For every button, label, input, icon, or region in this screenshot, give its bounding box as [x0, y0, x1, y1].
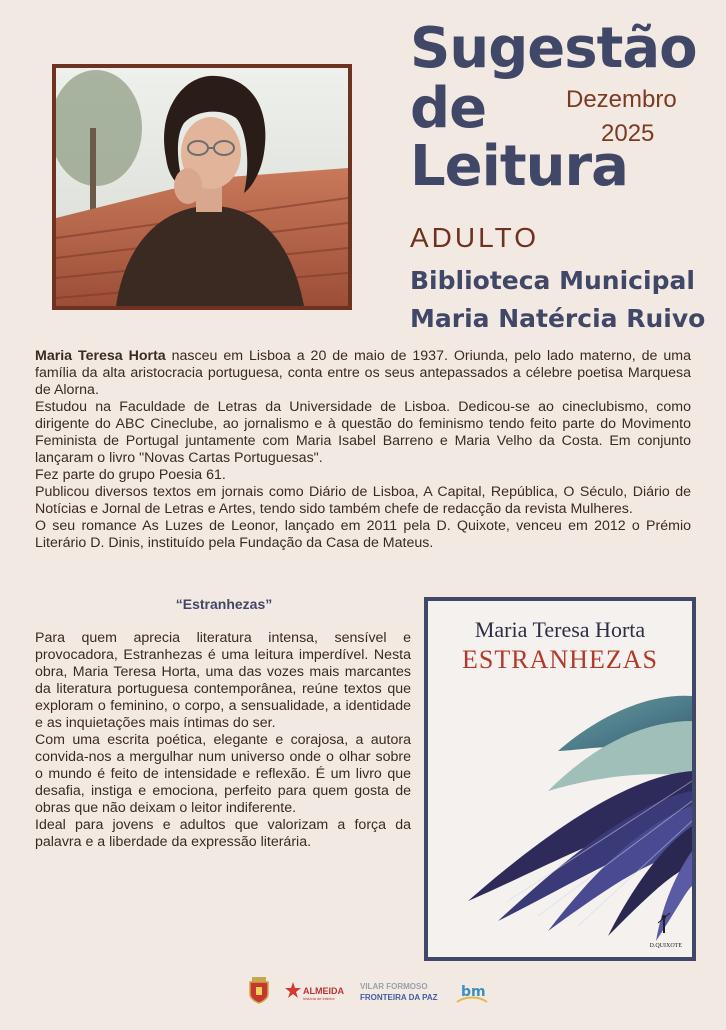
book-heading: “Estranhezas” [175, 596, 273, 612]
almeida-logo-subtitle: história de interior [303, 996, 335, 1001]
review-paragraph-2: Com uma escrita poética, elegante e corajosa, a autora convida-nos a mergulhar num universo onde o olhar sobre o mundo é feito de intensidade e reflexão. É um livro que desafia, instiga e emociona, perfeito para quem gosta de obras que não deixam o leitor indiferente. [35, 732, 411, 816]
vilar-formoso-line-1: VILAR FORMOSO [360, 982, 428, 991]
author-portrait-illustration [56, 68, 348, 306]
review-paragraph-3: Ideal para jovens e adultos que valorizam a força da palavra e a liberdade da expressão literária. [35, 817, 411, 850]
library-name-line-1: Biblioteca Municipal [410, 266, 695, 295]
bio-paragraph-1 [35, 348, 691, 399]
title-line-2: de [410, 76, 487, 141]
author-biography [35, 348, 691, 552]
audience-label: ADULTO [410, 222, 539, 253]
author-name: Maria Teresa Horta [35, 348, 166, 364]
library-name-line-2: Maria Natércia Ruivo [410, 304, 706, 333]
book-cover [424, 597, 696, 961]
cover-author-name: Maria Teresa Horta [474, 617, 646, 642]
bio-paragraph-3: Fez parte do grupo Poesia 61. [35, 467, 226, 483]
book-review [35, 630, 411, 851]
municipal-crest-icon [248, 976, 270, 1004]
month-label: Dezembro [566, 86, 677, 113]
bio-paragraph-2: Estudou na Faculdade de Letras da Universidade de Lisboa. Dedicou-se ao cineclubismo, como dirigente do ABC Cineclube, ao jornalismo e à questão do feminismo tendo feito parte do Movimento Feminista de Portugal juntamente com Maria Isabel Barreno e Maria Velho da Costa. Em conjunto lançaram o livro "Novas Cartas Portuguesas". [35, 399, 691, 466]
footer-logos [0, 972, 726, 1012]
cover-publisher: D.QUIXOTE [649, 943, 682, 949]
library-logo-icon [455, 978, 489, 1006]
author-photo [52, 64, 352, 310]
review-paragraph-1: Para quem aprecia literatura intensa, sensível e provocadora, Estranhezas é uma leitura imperdível. Nesta obra, Maria Teresa Horta, uma das vozes mais marcantes da literatura portuguesa contemporânea, reúne textos que exploram o feminino, o corpo, a sensualidade, a identidade e as inquietações mais íntimas do ser. [35, 630, 411, 731]
title-line-3: Leitura [410, 134, 628, 199]
wing-illustration [428, 601, 692, 957]
almeida-logo-text: ALMEIDA [303, 986, 344, 996]
library-logo-letters: bm [461, 984, 486, 1000]
cover-book-title: ESTRANHEZAS [462, 645, 658, 674]
almeida-star-icon [285, 982, 301, 998]
bio-paragraph-5: O seu romance As Luzes de Leonor, lançado em 2011 pela D. Quixote, venceu em 2012 o Prémio Literário D. Dinis, instituído pela Fundação da Casa de Mateus. [35, 518, 691, 551]
vilar-formoso-line-2: FRONTEIRA DA PAZ [360, 993, 438, 1002]
bio-paragraph-1-text: nasceu em Lisboa a 20 de maio de 1937. Oriunda, pelo lado materno, de uma família da alta aristocracia portuguesa, conta entre os seus antepassados a célebre poetisa Marquesa de Alorna. [35, 348, 691, 398]
year-label: 2025 [601, 120, 655, 147]
bio-paragraph-4: Publicou diversos textos em jornais como Diário de Lisboa, A Capital, República, O Século, Diário de Notícias e Jornal de Letras e Artes, tendo sido também chefe de redacção da revista Mulheres. [35, 484, 691, 517]
title-line-1: Sugestão [410, 16, 697, 81]
